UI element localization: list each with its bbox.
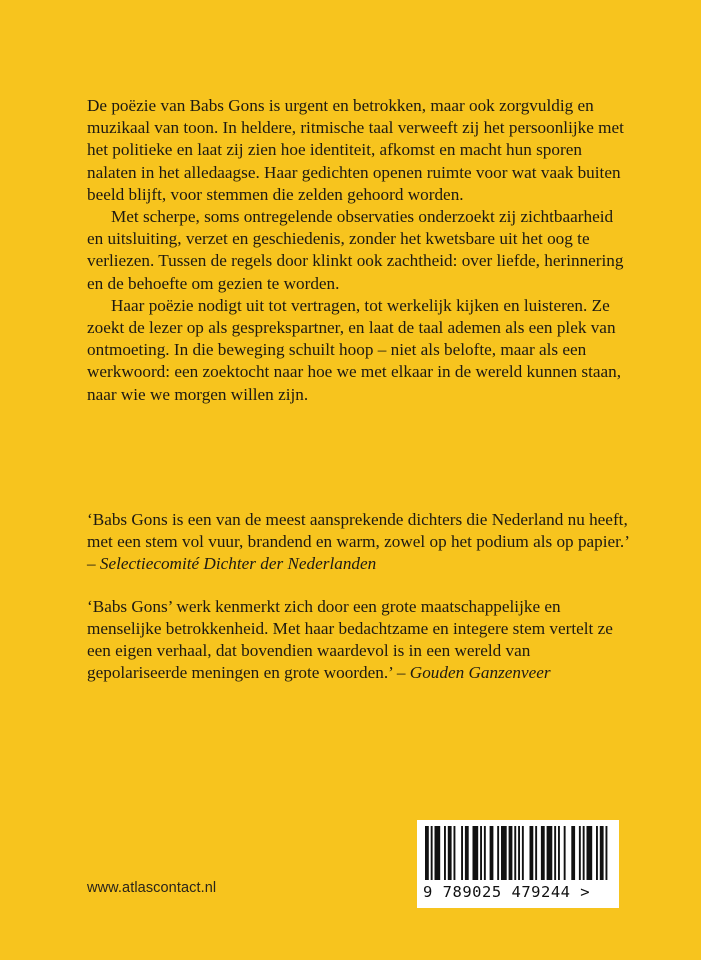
review-quote-2-text: ‘Babs Gons’ werk kenmerkt zich door een grote maatschappelijke en menselijke betrokkenheid. Met haar bedachtzame en integere stem vertelt ze een eigen verhaal, dat bovendien waardevol is in een wereld van gepolariseerde meningen en grote woorden.’ – bbox=[87, 596, 613, 683]
barcode-bar bbox=[522, 826, 524, 880]
barcode-bar bbox=[587, 826, 593, 880]
barcode-bars bbox=[417, 820, 619, 884]
barcode-bar bbox=[579, 826, 581, 880]
review-quote-2 bbox=[87, 596, 632, 685]
isbn-barcode bbox=[417, 820, 619, 908]
barcode-bar bbox=[530, 826, 534, 880]
review-quote-1-source: Selectiecomité Dichter der Nederlanden bbox=[99, 554, 377, 574]
barcode-bar bbox=[431, 826, 433, 880]
isbn-digits: 9 789025 479244 > bbox=[423, 883, 591, 901]
barcode-bar bbox=[571, 826, 575, 880]
barcode-bar bbox=[541, 826, 545, 880]
barcode-bar bbox=[509, 826, 513, 880]
barcode-bar bbox=[497, 826, 499, 880]
review-quote-1-text: ‘Babs Gons is een van de meest aansprekende dichters die Nederland nu heeft, met een stem vol vuur, brandend en warm, zowel op het podium als op papier.’ bbox=[87, 510, 630, 552]
barcode-bar bbox=[554, 826, 556, 880]
review-quote-1-attribution bbox=[87, 553, 632, 575]
review-quote-2-source: Gouden Ganzenveer bbox=[409, 663, 551, 683]
barcode-bar bbox=[600, 826, 604, 880]
barcode-bar bbox=[558, 826, 560, 880]
barcode-bar bbox=[596, 826, 598, 880]
barcode-bar bbox=[465, 826, 469, 880]
barcode-bar bbox=[501, 826, 507, 880]
barcode-bar bbox=[425, 826, 429, 880]
review-quote-1 bbox=[87, 509, 632, 576]
barcode-bar bbox=[473, 826, 479, 880]
barcode-bar bbox=[490, 826, 494, 880]
review-quotes bbox=[87, 509, 632, 684]
barcode-bar bbox=[535, 826, 537, 880]
blurb-paragraph-2: Met scherpe, soms ontregelende observaties onderzoekt zij zichtbaarheid en uitsluiting, verzet en geschiedenis, zonder het kwetsbare uit het oog te verliezen. Tussen de regels door klinkt ook zachtheid: over liefde, herinnering en de behoefte om gezien te worden. bbox=[87, 207, 624, 293]
barcode-bar bbox=[454, 826, 456, 880]
barcode-bar bbox=[448, 826, 452, 880]
barcode-bar bbox=[583, 826, 585, 880]
blurb-text bbox=[87, 95, 632, 406]
attribution-dash: – bbox=[87, 554, 100, 574]
blurb-paragraph-1: De poëzie van Babs Gons is urgent en betrokken, maar ook zorgvuldig en muzikaal van toon. In heldere, ritmische taal verweeft zij het persoonlijke met het politieke en laat zij zien hoe identiteit, afkomst en macht hun sporen nalaten in het alledaagse. Haar gedichten openen ruimte voor wat vaak buiten beeld blijft, voor stemmen die zelden gehoord worden. bbox=[87, 96, 624, 204]
barcode-bar bbox=[514, 826, 516, 880]
barcode-bar bbox=[518, 826, 520, 880]
barcode-bar bbox=[484, 826, 486, 880]
barcode-bar bbox=[435, 826, 441, 880]
barcode-bar bbox=[564, 826, 566, 880]
blurb-paragraph-3: Haar poëzie nodigt uit tot vertragen, tot werkelijk kijken en luisteren. Ze zoekt de lezer op als gesprekspartner, en laat de taal ademen als een plek van ontmoeting. In die beweging schuilt hoop – niet als belofte, maar als een werkwoord: een zoektocht naar hoe we met elkaar in de wereld kunnen staan, naar wie we morgen willen zijn. bbox=[87, 295, 622, 404]
barcode-bar bbox=[547, 826, 553, 880]
barcode-bar bbox=[480, 826, 482, 880]
barcode-bar bbox=[444, 826, 446, 880]
barcode-bar bbox=[461, 826, 463, 880]
publisher-website: www.atlascontact.nl bbox=[87, 880, 217, 896]
barcode-bar bbox=[606, 826, 608, 880]
